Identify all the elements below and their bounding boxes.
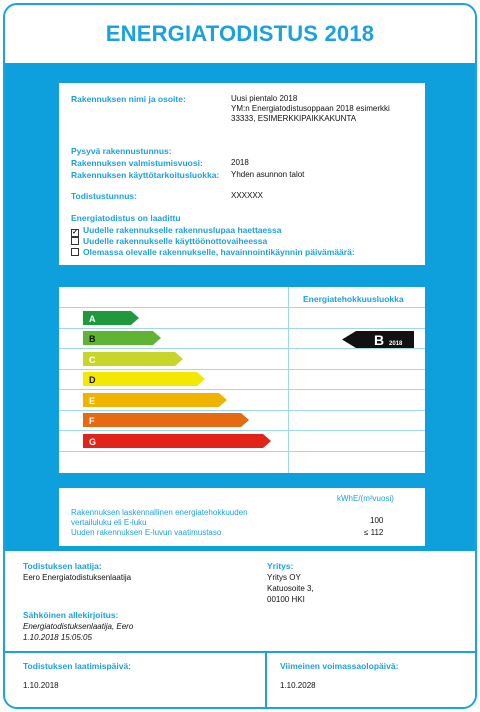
rating-letter: B (374, 332, 385, 348)
scale-row-separator (59, 451, 425, 452)
valid-until-label: Viimeinen voimassaolopäivä: (280, 661, 399, 671)
issued-date-value: 1.10.2018 (23, 681, 59, 690)
made-for-option-2 (71, 236, 267, 246)
dates-divider (265, 651, 267, 707)
issued-date-label: Todistuksen laatimispäivä: (23, 661, 132, 671)
scale-row-separator (59, 328, 425, 329)
made-for-heading: Energiatodistus on laadittu (71, 213, 181, 223)
valid-until-value: 1.10.2028 (280, 681, 316, 690)
issuer-value: Eero Energiatodistuksenlaatija (23, 573, 132, 582)
energy-band-a (83, 311, 139, 325)
checkbox-empty-icon (71, 237, 79, 245)
e-value-number: 100 (370, 516, 384, 525)
rating-arrow (342, 331, 414, 348)
company-line-1: Yritys OY (267, 573, 301, 582)
rating-year: 2018 (389, 341, 403, 347)
energy-band-letter: G (89, 436, 97, 447)
energy-band-e (83, 393, 227, 407)
energy-band-letter: E (89, 395, 96, 406)
energy-band-d (83, 372, 205, 386)
energy-band-b (83, 331, 161, 345)
divider-line (5, 651, 475, 653)
usage-class-value: Yhden asunnon talot (231, 170, 305, 179)
building-name-line-2: YM:n Energiatodistusoppaan 2018 esimerkki (231, 104, 390, 113)
scale-divider (288, 287, 289, 473)
company-line-3: 00100 HKI (267, 595, 305, 604)
energy-band-g (83, 434, 271, 448)
made-for-option-3-label: Olemassa olevalle rakennukselle, havainnointikäynnin päivämäärä: (83, 247, 355, 257)
scale-row-separator (59, 348, 425, 349)
energy-band-letter: A (89, 313, 96, 324)
energy-band-c (83, 352, 183, 366)
scale-row-separator (59, 369, 425, 370)
checkbox-checked-icon: ✓ (72, 229, 78, 236)
energy-band-letter: C (89, 354, 96, 365)
building-name-line-3: 33333, ESIMERKKIPAIKKAKUNTA (231, 114, 357, 123)
issuer-label: Todistuksen laatija: (23, 561, 102, 571)
usage-class-label: Rakennuksen käyttötarkoitusluokka: (71, 170, 220, 180)
permanent-id-label: Pysyvä rakennustunnus: (71, 146, 172, 156)
building-name-label: Rakennuksen nimi ja osoite: (71, 94, 186, 104)
building-info-card (59, 83, 425, 265)
certificate-frame (3, 3, 477, 709)
scale-row-separator (59, 389, 425, 390)
building-name-line-1: Uusi pientalo 2018 (231, 94, 298, 103)
certificate-id-value: XXXXXX (231, 191, 264, 200)
scale-row-separator (59, 410, 425, 411)
signature-line-1: Energiatodistuksenlaatija, Eero (23, 622, 134, 631)
checkbox-empty-icon (71, 248, 79, 256)
e-requirement-value: ≤ 112 (364, 528, 384, 537)
e-value-unit: kWhE/(m²vuosi) (337, 494, 394, 503)
blue-panel (5, 63, 475, 551)
scale-row-separator (59, 430, 425, 431)
signature-line-2: 1.10.2018 15:05:05 (23, 633, 92, 642)
e-value-label: Rakennuksen laskennallinen energiatehokkuuden vertailuluku eli E-luku (71, 508, 248, 527)
made-for-option-3 (71, 247, 355, 257)
e-value-card (59, 488, 425, 546)
certificate-id-label: Todistustunnus: (71, 191, 137, 201)
energy-band-letter: D (89, 375, 96, 385)
scale-row-separator (59, 307, 425, 308)
e-requirement-label: Uuden rakennuksen E-luvun vaatimustaso (71, 528, 222, 537)
issuer-section (5, 551, 475, 707)
completion-year-value: 2018 (231, 158, 249, 167)
company-label: Yritys: (267, 561, 294, 571)
energy-band-letter: B (89, 334, 96, 344)
energy-class-header: Energiatehokkuusluokka (303, 294, 404, 304)
energy-band-letter: F (89, 416, 95, 426)
signature-label: Sähköinen allekirjoitus: (23, 610, 119, 620)
energy-scale-card (59, 287, 425, 473)
energy-band-f (83, 413, 249, 427)
completion-year-label: Rakennuksen valmistumisvuosi: (71, 158, 203, 168)
company-line-2: Katuosoite 3, (267, 584, 314, 593)
made-for-option-2-label: Uudelle rakennukselle käyttöönottovaiheessa (83, 236, 268, 246)
made-for-option-1-label: Uudelle rakennukselle rakennuslupaa haettaessa (83, 225, 282, 235)
certificate-title: ENERGIATODISTUS 2018 (105, 21, 375, 46)
